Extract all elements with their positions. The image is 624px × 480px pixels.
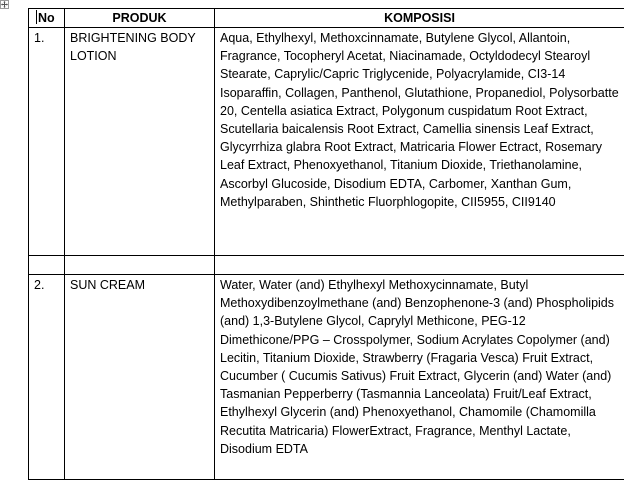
composition-text: Water, Water (and) Ethylhexyl Methoxycinnamate, Butyl Methoxydibenzoylmethane (and) Benzophenone-3 (and) Phospholipids (and) 1,3-Butylene Glycol, Caprylyl Methicone, PEG-12 Dimethicone/PPG – Crosspolymer, Sodium Acrylates Copolymer (and) Lecitin, Titanium Dioxide, Strawberry (Fragaria Vesca) Fruit Extract, Cucumber ( Cucumis Sativus) Fruit Extract, Glycerin (and) Water (and) Tasmanian Pepperberry (Tasmannia Lanceolata) Fruit/Leaf Extract, Ethylhexyl Glycerin (and) Phenoxyethanol, Chamomile (Chamomilla Recutita Matricaria) FlowerExtract, Fragrance, Menthyl Lactate, Disodium EDTA xyxy=(215,275,624,480)
product-name: SUN CREAM xyxy=(65,275,215,480)
composition-table xyxy=(28,8,624,480)
product-name: BRIGHTENING BODY LOTION xyxy=(65,28,215,256)
table-header-row xyxy=(29,9,624,28)
text-cursor xyxy=(36,10,37,24)
spacer-cell xyxy=(215,256,624,275)
table-move-handle-icon[interactable] xyxy=(0,0,9,9)
header-no xyxy=(29,9,65,28)
spacer-cell xyxy=(65,256,215,275)
spacer-cell xyxy=(29,256,65,275)
header-product: PRODUK xyxy=(65,9,215,28)
composition-text: Aqua, Ethylhexyl, Methoxcinnamate, Butylene Glycol, Allantoin, Fragrance, Tocopheryl Acetat, Niacinamade, Octyldodecyl Stearoyl Stearate, Caprylic/Capric Triglycenide, Polyacrylamide, CI3-14 Isoparaffin, Collagen, Panthenol, Glutathione, Propanediol, Polysorbatte 20, Centella asiatica Extract, Polygonum cuspidatum Root Extract, Scutellaria baicalensis Root Extract, Camellia sinensis Leaf Extract, Glycyrrhiza glabra Root Extract, Matricaria Flower Ectract, Rosemary Leaf Extract, Phenoxyethanol, Titanium Dioxide, Triethanolamine, Ascorbyl Glucoside, Disodium EDTA, Carbomer, Xanthan Gum, Methylparaben, Shinthetic Fluorphlogopite, CII5955, CII9140 xyxy=(215,28,624,256)
header-composition: KOMPOSISI xyxy=(215,9,624,28)
header-no-label: No xyxy=(38,11,55,25)
row-number: 1. xyxy=(29,28,65,256)
row-number: 2. xyxy=(29,275,65,480)
table-row xyxy=(29,275,624,480)
spacer-row xyxy=(29,256,624,275)
table-row xyxy=(29,28,624,256)
